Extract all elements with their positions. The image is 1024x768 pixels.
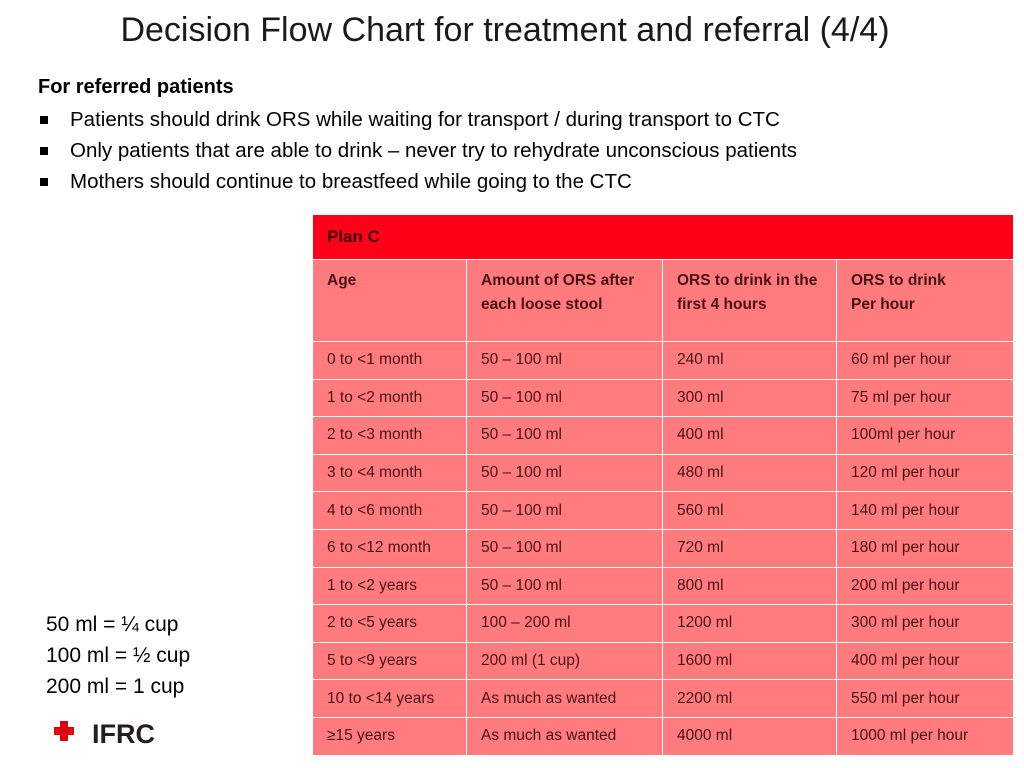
- volume-conversions: [46, 609, 190, 702]
- header-line: Amount of ORS after: [481, 272, 635, 289]
- referral-bullet-list: [38, 104, 998, 197]
- ors-per-hour-cell: 180 ml per hour: [837, 529, 1014, 567]
- table-row: [313, 529, 1014, 567]
- ors-per-stool-cell: As much as wanted: [467, 680, 663, 718]
- bullet-item: [38, 135, 998, 166]
- table-row: [313, 605, 1014, 643]
- ors-first-4-hours-cell: 480 ml: [663, 454, 837, 492]
- table-row: [313, 454, 1014, 492]
- ors-per-hour-cell: 60 ml per hour: [837, 342, 1014, 380]
- bullet-item: [38, 104, 998, 135]
- plan-title: Plan C: [313, 215, 1014, 260]
- ors-first-4-hours-cell: 720 ml: [663, 529, 837, 567]
- ors-per-stool-cell: 50 – 100 ml: [467, 417, 663, 455]
- ors-per-stool-cell: 50 – 100 ml: [467, 342, 663, 380]
- ifrc-wordmark: IFRC: [92, 719, 155, 749]
- age-cell: 1 to <2 month: [313, 379, 467, 417]
- age-cell: 5 to <9 years: [313, 642, 467, 680]
- table-header-row: [313, 260, 1014, 342]
- age-cell: 4 to <6 month: [313, 492, 467, 530]
- square-bullet-icon: [40, 178, 48, 186]
- ors-per-stool-cell: 50 – 100 ml: [467, 492, 663, 530]
- ors-per-stool-cell: 50 – 100 ml: [467, 454, 663, 492]
- ifrc-logo: [54, 715, 184, 749]
- ors-first-4-hours-cell: 4000 ml: [663, 717, 837, 755]
- plan-title-row: [313, 215, 1014, 260]
- age-cell: 6 to <12 month: [313, 529, 467, 567]
- column-header-ors-per-stool: [467, 260, 663, 342]
- age-cell: 10 to <14 years: [313, 680, 467, 718]
- ors-per-hour-cell: 1000 ml per hour: [837, 717, 1014, 755]
- referral-section: [38, 74, 998, 197]
- ors-per-stool-cell: 50 – 100 ml: [467, 529, 663, 567]
- table-row: [313, 379, 1014, 417]
- ors-per-hour-cell: 400 ml per hour: [837, 642, 1014, 680]
- age-cell: 1 to <2 years: [313, 567, 467, 605]
- ors-per-hour-cell: 200 ml per hour: [837, 567, 1014, 605]
- ors-first-4-hours-cell: 800 ml: [663, 567, 837, 605]
- header-line: Age: [327, 272, 357, 289]
- header-line: each loose stool: [481, 296, 603, 313]
- table-row: [313, 642, 1014, 680]
- table-row: [313, 567, 1014, 605]
- ors-first-4-hours-cell: 560 ml: [663, 492, 837, 530]
- age-cell: 2 to <5 years: [313, 605, 467, 643]
- ors-per-hour-cell: 120 ml per hour: [837, 454, 1014, 492]
- ors-first-4-hours-cell: 1200 ml: [663, 605, 837, 643]
- bullet-item: [38, 166, 998, 197]
- ors-per-stool-cell: As much as wanted: [467, 717, 663, 755]
- header-line: ORS to drink in the: [677, 272, 818, 289]
- page-title: Decision Flow Chart for treatment and referral (4/4): [120, 11, 890, 49]
- table-row: [313, 417, 1014, 455]
- ors-first-4-hours-cell: 400 ml: [663, 417, 837, 455]
- age-cell: 3 to <4 month: [313, 454, 467, 492]
- column-header-age: [313, 260, 467, 342]
- ors-first-4-hours-cell: 1600 ml: [663, 642, 837, 680]
- ors-per-stool-cell: 200 ml (1 cup): [467, 642, 663, 680]
- conversion-line: 100 ml = ½ cup: [46, 644, 191, 667]
- conversion-line: 50 ml = ¼ cup: [46, 613, 179, 636]
- ors-per-hour-cell: 75 ml per hour: [837, 379, 1014, 417]
- age-cell: ≥15 years: [313, 717, 467, 755]
- header-line: ORS to drink: [851, 272, 946, 289]
- header-line: first 4 hours: [677, 296, 767, 313]
- ors-per-hour-cell: 100ml per hour: [837, 417, 1014, 455]
- table-row: [313, 492, 1014, 530]
- ors-first-4-hours-cell: 2200 ml: [663, 680, 837, 718]
- ors-per-hour-cell: 550 ml per hour: [837, 680, 1014, 718]
- red-cross-crescent-icon: [54, 719, 88, 745]
- ors-per-stool-cell: 100 – 200 ml: [467, 605, 663, 643]
- square-bullet-icon: [40, 116, 48, 124]
- ors-per-stool-cell: 50 – 100 ml: [467, 379, 663, 417]
- column-header-ors-first-4-hours: [663, 260, 837, 342]
- ors-per-hour-cell: 140 ml per hour: [837, 492, 1014, 530]
- table-row: [313, 717, 1014, 755]
- referral-heading: For referred patients: [38, 76, 234, 98]
- bullet-text: Patients should drink ORS while waiting for transport / during transport to CTC: [70, 108, 780, 131]
- plan-c-table: [312, 214, 1014, 756]
- bullet-text: Only patients that are able to drink – never try to rehydrate unconscious patients: [70, 139, 798, 162]
- ors-first-4-hours-cell: 240 ml: [663, 342, 837, 380]
- age-cell: 2 to <3 month: [313, 417, 467, 455]
- bullet-text: Mothers should continue to breastfeed while going to the CTC: [70, 170, 632, 193]
- ors-per-hour-cell: 300 ml per hour: [837, 605, 1014, 643]
- table-row: [313, 342, 1014, 380]
- header-line: Per hour: [851, 296, 915, 313]
- table-row: [313, 680, 1014, 718]
- conversion-line: 200 ml = 1 cup: [46, 675, 185, 698]
- square-bullet-icon: [40, 147, 48, 155]
- age-cell: 0 to <1 month: [313, 342, 467, 380]
- ors-first-4-hours-cell: 300 ml: [663, 379, 837, 417]
- column-header-ors-per-hour: [837, 260, 1014, 342]
- ors-per-stool-cell: 50 – 100 ml: [467, 567, 663, 605]
